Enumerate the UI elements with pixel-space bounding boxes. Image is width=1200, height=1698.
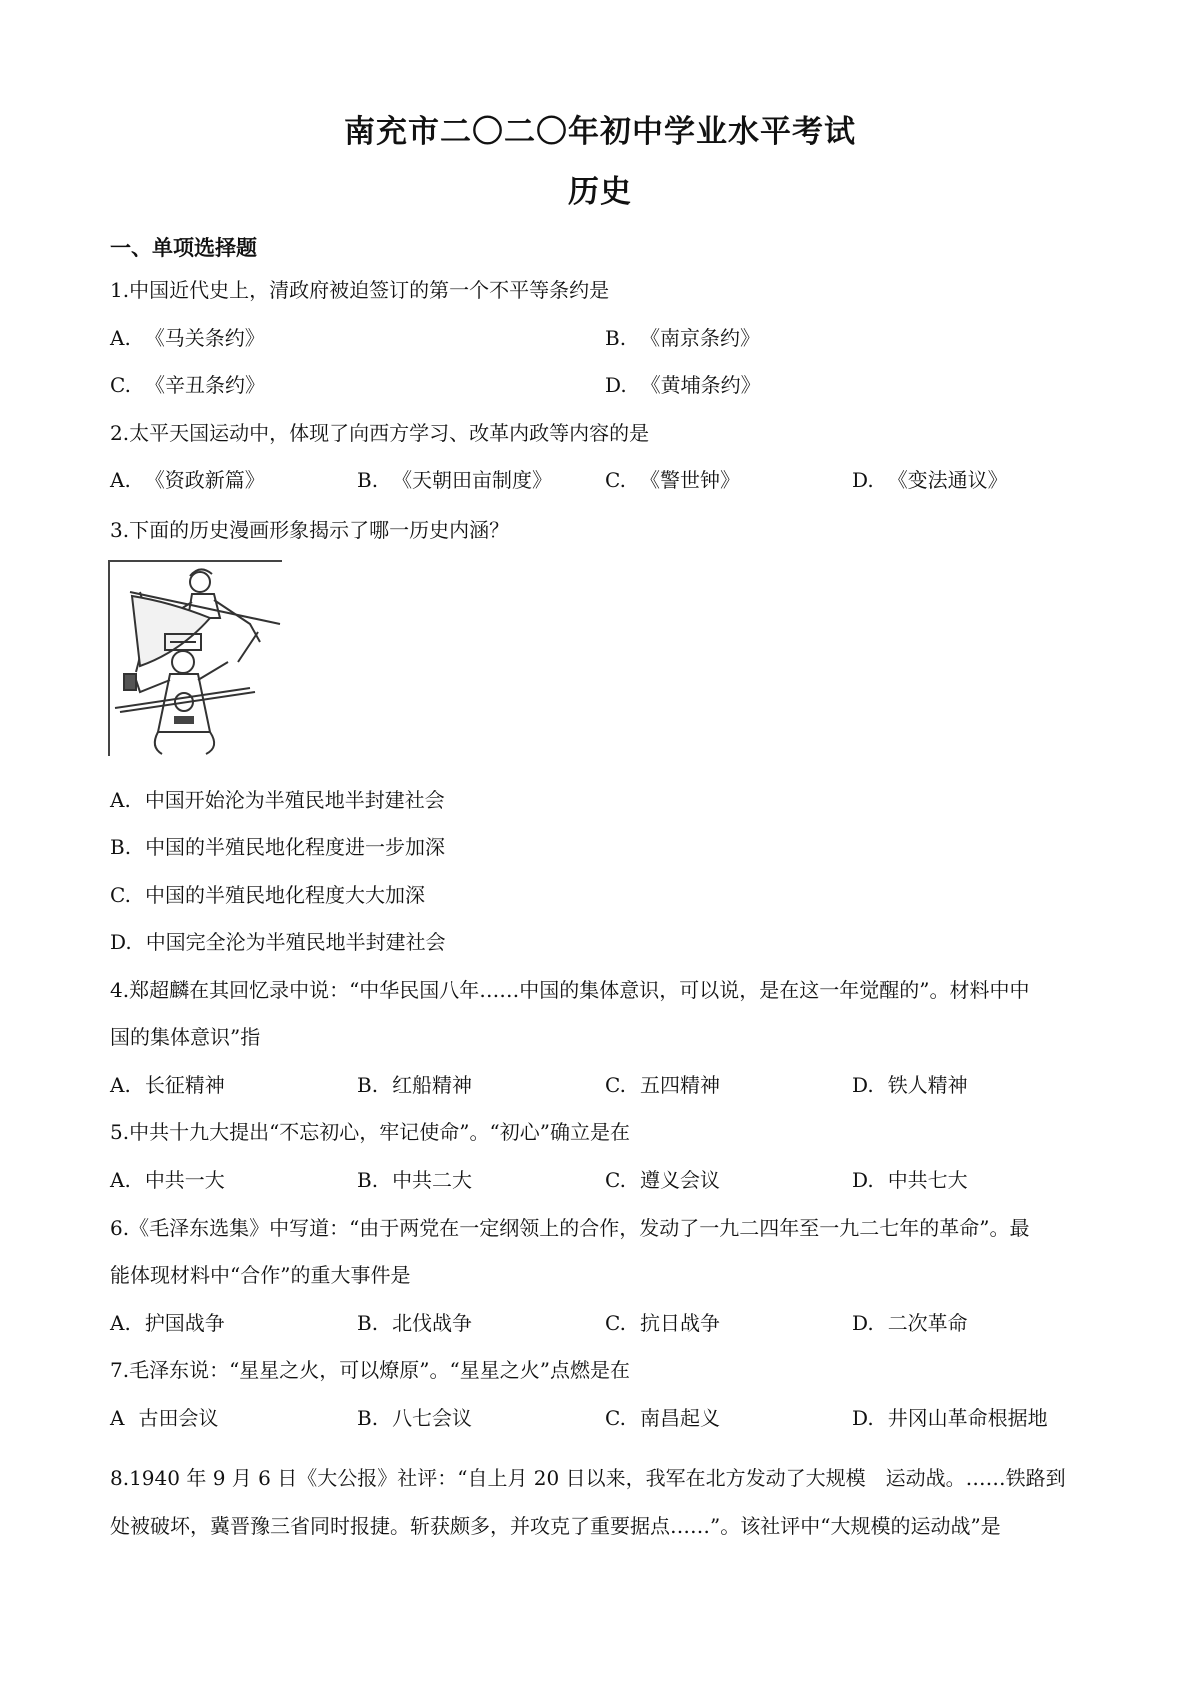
question-5-option-b: B. 中共二大 bbox=[357, 1168, 473, 1192]
question-4-stem-line-2: 国的集体意识”指 bbox=[110, 1025, 261, 1049]
question-3-option-d: D. 中国完全沦为半殖民地半封建社会 bbox=[110, 930, 446, 954]
question-8-stem-line-1: 8.1940 年 9 月 6 日《大公报》社评：“自上月 20 日以来，我军在北方发动了大规模 运动战。……铁路到 bbox=[110, 1466, 1066, 1490]
question-2-stem: 2.太平天国运动中，体现了向西方学习、改革内政等内容的是 bbox=[110, 421, 650, 445]
question-7-option-b: B. 八七会议 bbox=[357, 1406, 473, 1430]
question-4-option-d: D. 铁人精神 bbox=[852, 1073, 968, 1097]
question-3-stem: 3.下面的历史漫画形象揭示了哪一历史内涵？ bbox=[110, 518, 510, 542]
question-1-stem: 1.中国近代史上，清政府被迫签订的第一个不平等条约是 bbox=[110, 278, 610, 302]
question-1-option-c: C. 《辛丑条约》 bbox=[110, 373, 265, 397]
question-4-option-c: C. 五四精神 bbox=[605, 1073, 720, 1097]
cartoon-drawing bbox=[110, 562, 282, 756]
question-4-stem-line-1: 4.郑超麟在其回忆录中说：“中华民国八年……中国的集体意识，可以说，是在这一年觉醒的”。材料中中 bbox=[110, 978, 1030, 1002]
question-2-option-b: B. 《天朝田亩制度》 bbox=[357, 468, 553, 492]
subject-title: 历史 bbox=[568, 174, 632, 210]
question-6-option-a: A. 护国战争 bbox=[110, 1311, 225, 1335]
question-8-stem-line-2: 处被破坏，冀晋豫三省同时报捷。斩获颇多，并攻克了重要据点……”。该社评中“大规模的运动战”是 bbox=[110, 1514, 1001, 1538]
question-1-option-a: A. 《马关条约》 bbox=[110, 326, 265, 350]
question-5-option-c: C. 遵义会议 bbox=[605, 1168, 720, 1192]
question-6-option-b: B. 北伐战争 bbox=[357, 1311, 473, 1335]
question-5-option-a: A. 中共一大 bbox=[110, 1168, 225, 1192]
question-1-option-b: B. 《南京条约》 bbox=[605, 326, 761, 350]
question-6-option-d: D. 二次革命 bbox=[852, 1311, 968, 1335]
question-5-stem: 5.中共十九大提出“不忘初心，牢记使命”。“初心”确立是在 bbox=[110, 1120, 630, 1144]
question-2-option-d: D. 《变法通议》 bbox=[852, 468, 1008, 492]
question-6-stem-line-2: 能体现材料中“合作”的重大事件是 bbox=[110, 1263, 411, 1287]
question-3-option-c: C. 中国的半殖民地化程度大大加深 bbox=[110, 883, 425, 907]
section-title: 一、单项选择题 bbox=[110, 235, 257, 260]
question-1-option-d: D. 《黄埔条约》 bbox=[605, 373, 761, 397]
question-3-option-a: A. 中国开始沦为半殖民地半封建社会 bbox=[110, 788, 445, 812]
question-4-option-a: A. 长征精神 bbox=[110, 1073, 225, 1097]
question-7-option-d: D. 井冈山革命根据地 bbox=[852, 1406, 1048, 1430]
exam-title: 南充市二〇二〇年初中学业水平考试 bbox=[344, 114, 856, 150]
question-7-option-a: A 古田会议 bbox=[110, 1406, 219, 1430]
question-6-option-c: C. 抗日战争 bbox=[605, 1311, 720, 1335]
question-3-option-b: B. 中国的半殖民地化程度进一步加深 bbox=[110, 835, 446, 859]
history-cartoon-image bbox=[108, 560, 282, 756]
question-2-option-a: A. 《资政新篇》 bbox=[110, 468, 265, 492]
question-6-stem-line-1: 6.《毛泽东选集》中写道：“由于两党在一定纲领上的合作，发动了一九二四年至一九二七年的革命”。最 bbox=[110, 1216, 1030, 1240]
question-5-option-d: D. 中共七大 bbox=[852, 1168, 968, 1192]
question-7-stem: 7.毛泽东说：“星星之火，可以燎原”。“星星之火”点燃是在 bbox=[110, 1358, 630, 1382]
question-2-option-c: C. 《警世钟》 bbox=[605, 468, 740, 492]
question-7-option-c: C. 南昌起义 bbox=[605, 1406, 720, 1430]
question-4-option-b: B. 红船精神 bbox=[357, 1073, 473, 1097]
